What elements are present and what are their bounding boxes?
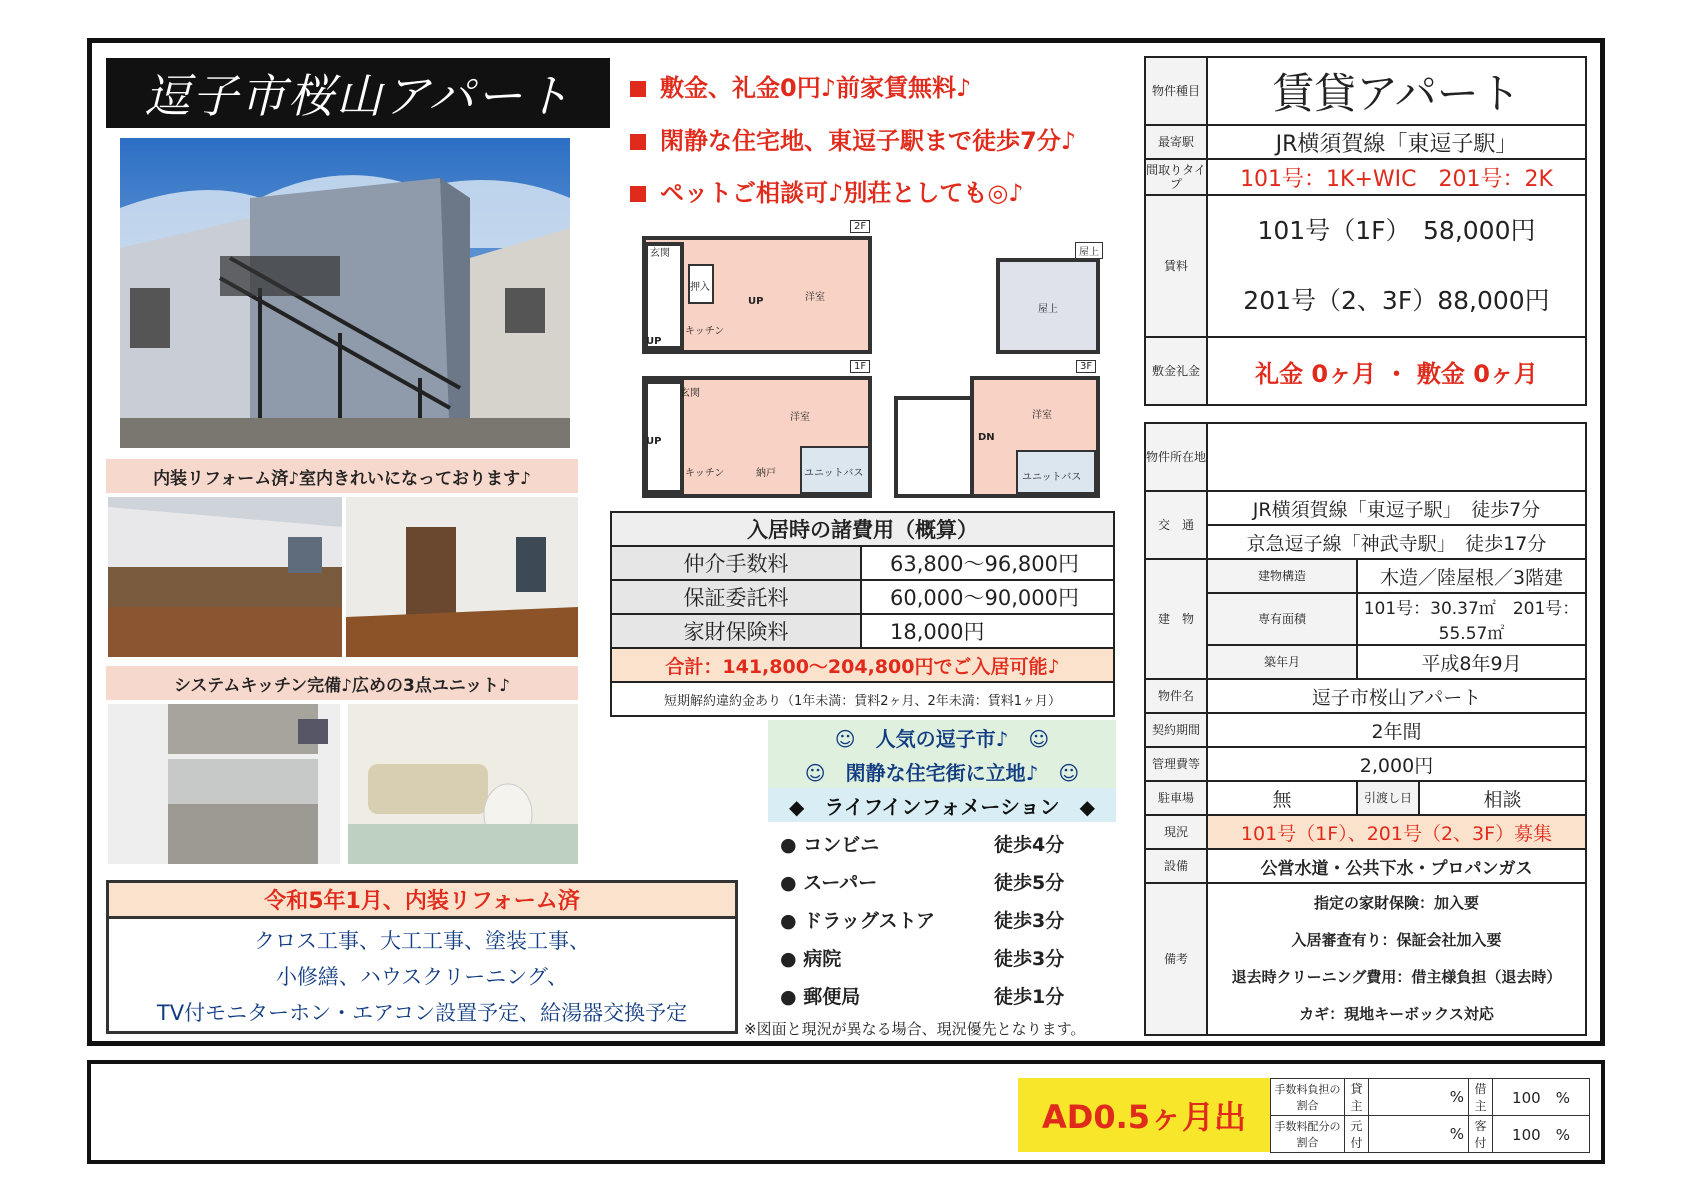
headline-3: ペットご相談可♪別荘としても◎♪ [630,173,1024,208]
list-item: ● 病院 徒歩3分 [780,948,1065,970]
headline-1: 敷金、礼金0円♪前家賃無料♪ [630,68,971,103]
genkan-label-1f: 玄関 [680,388,700,399]
yoshitsu-label-1f: 洋室 [790,412,810,423]
contract-term: 2年間 [1207,713,1586,747]
floor-1-label: 1F [850,360,870,373]
structure: 木造／陸屋根／3階建 [1357,559,1586,593]
list-item: ● 郵便局 徒歩1分 [780,986,1065,1008]
list-item: ● ドラッグストア 徒歩3分 [780,910,1065,932]
red-square-icon [630,81,646,97]
interior-photo-2 [346,497,578,657]
floor-area: 101号：30.37㎡ 201号：55.57㎡ [1357,593,1586,645]
table-row: 保証委託料 60,000～90,000円 [611,580,1114,614]
parking: 無 [1207,781,1357,815]
fees-total: 合計：141,800～204,800円でご入居可能♪ [611,648,1114,682]
table-row: 家財保険料 18,000円 [611,614,1114,648]
current-status: 101号（1F）、201号（2、3F）募集 [1207,815,1586,849]
transport-1: JR横須賀線「東逗子駅」 徒歩7分 [1207,491,1586,525]
kyakuzuke-ratio: 100 % [1493,1116,1590,1153]
property-title: 逗子市桜山アパート [106,58,610,128]
fees-header: 入居時の諸費用（概算） [611,512,1114,546]
red-square-icon [630,186,646,202]
red-square-icon [630,134,646,150]
management-fee: 2,000円 [1207,747,1586,781]
unitbath-label-1f: ユニットバス [804,468,864,479]
bathroom-photo [348,704,578,864]
floor-3-label: 3F [1076,360,1096,373]
yoshitsu-label: 洋室 [805,292,825,303]
address [1207,423,1586,491]
headline-2: 閑静な住宅地、東逗子駅まで徒歩7分♪ [630,121,1076,156]
fees-note: 短期解約違約金あり（1年未満：賃料2ヶ月、2年未満：賃料1ヶ月） [611,682,1114,716]
interior-photo-1 [108,497,342,657]
commission-ratio-table: 手数料負担の割合 貸主 % 借主 100 % 手数料配分の割合 元付 % 客付 100 % [1270,1078,1590,1153]
property-type: 賃貸アパート [1207,57,1586,125]
kitchen-label: キッチン [685,326,725,337]
remarks: 指定の家財保険：加入要 入居審査有り：保証会社加入要 退去時クリーニング費用：借主様負担（退去時） カギ：現地キーボックス対応 [1207,883,1586,1035]
reform-body: クロス工事、大工工事、塗装工事、 小修繕、ハウスクリーニング、 TV付モニターホン・エアコン設置予定、給湯器交換予定 [156,929,688,1025]
dn-label: DN [978,432,995,443]
unitbath-label-3f: ユニットバス [1022,472,1082,483]
kitchen-photo [108,704,340,864]
nando-label: 納戸 [756,468,776,479]
handover: 相談 [1419,781,1586,815]
life-header: ◆ ライフインフォメーション ◆ [768,788,1116,822]
lessee-ratio: 100 % [1493,1079,1590,1116]
nearest-station: JR横須賀線「東逗子駅」 [1207,125,1586,159]
oshiire-label: 押入 [690,282,710,293]
roof-label: 屋上 [1075,242,1103,259]
floor-2-label: 2F [850,220,870,233]
property-name: 逗子市桜山アパート [1207,679,1586,713]
ad-badge: AD0.5ヶ月出 [1018,1078,1270,1152]
exterior-photo [120,138,570,448]
kitchen-label-1f: キッチン [685,468,725,479]
deposit-key-money: 礼金 0ヶ月 ・ 敷金 0ヶ月 [1207,337,1586,405]
life-line-2: ☺ 閑静な住宅街に立地♪ ☺ [768,754,1116,788]
disclaimer: ※図面と現況が異なる場合、現況優先となります。 [744,1020,1086,1038]
life-info [768,720,1116,822]
rooftop-label: 屋上 [1038,304,1058,315]
table-row: 仲介手数料 63,800～96,800円 [611,546,1114,580]
kitchen-caption: システムキッチン完備♪広めの3点ユニット♪ [106,666,578,700]
transport-2: 京急逗子線「神武寺駅」 徒歩17分 [1207,525,1586,559]
reform-caption: 内装リフォーム済♪室内きれいになっております♪ [106,459,578,493]
up-label: UP [748,296,764,307]
facilities: 公営水道・公共下水・プロパンガス [1207,849,1586,883]
up-label-2: UP [646,336,662,347]
genkan-label: 玄関 [650,248,670,259]
yoshitsu-label-3f: 洋室 [1032,410,1052,421]
list-item: ● スーパー 徒歩5分 [780,872,1065,894]
up-label-1f: UP [646,436,662,447]
layout-type: 101号：1K+WIC 201号：2K [1207,159,1586,195]
life-line-1: ☺ 人気の逗子市♪ ☺ [768,720,1116,754]
list-item: ● コンビニ 徒歩4分 [780,834,1065,856]
floor-plans [640,218,1120,498]
reform-box [106,880,738,1034]
reform-header: 令和5年1月、内装リフォーム済 [109,883,735,919]
move-in-fees-table [610,511,1115,717]
property-details-table: 物件種目 賃貸アパート 最寄駅 JR横須賀線「東逗子駅」 間取りタイプ 101号：1K+WIC 201号：2K 賃料 101号（1F） 58,000円 201号（2、3F）88,000円 敷金礼金 礼金 0ヶ月 ・ 敷金 0ヶ月 物件所在地 交 通 JR横須賀線「東逗子駅」 徒歩7分 京急逗子線「神武寺駅」 徒歩17分 建 物 建物構造 木造／陸屋根／3階建 専有面積 101号：30.37㎡ 201号：55.57㎡ 築年月 平成8年9月 物件名 逗子市桜山アパート 契約期間 2年間 管理費等 2,000円 駐車場 無 引渡し日 相談 現況 101号（1F）、201号（2、3F）募集 設備 公営水道・公共下水・プロパンガス 備考 指定の家財保険：加入要 入居審査有り：保証会社加入要 退去時クリーニング費用：借主様負担（退去時） カギ：現地キーボックス対応 [1144,56,1587,1036]
built-date: 平成8年9月 [1357,645,1586,679]
rent: 101号（1F） 58,000円 201号（2、3F）88,000円 [1207,195,1586,337]
